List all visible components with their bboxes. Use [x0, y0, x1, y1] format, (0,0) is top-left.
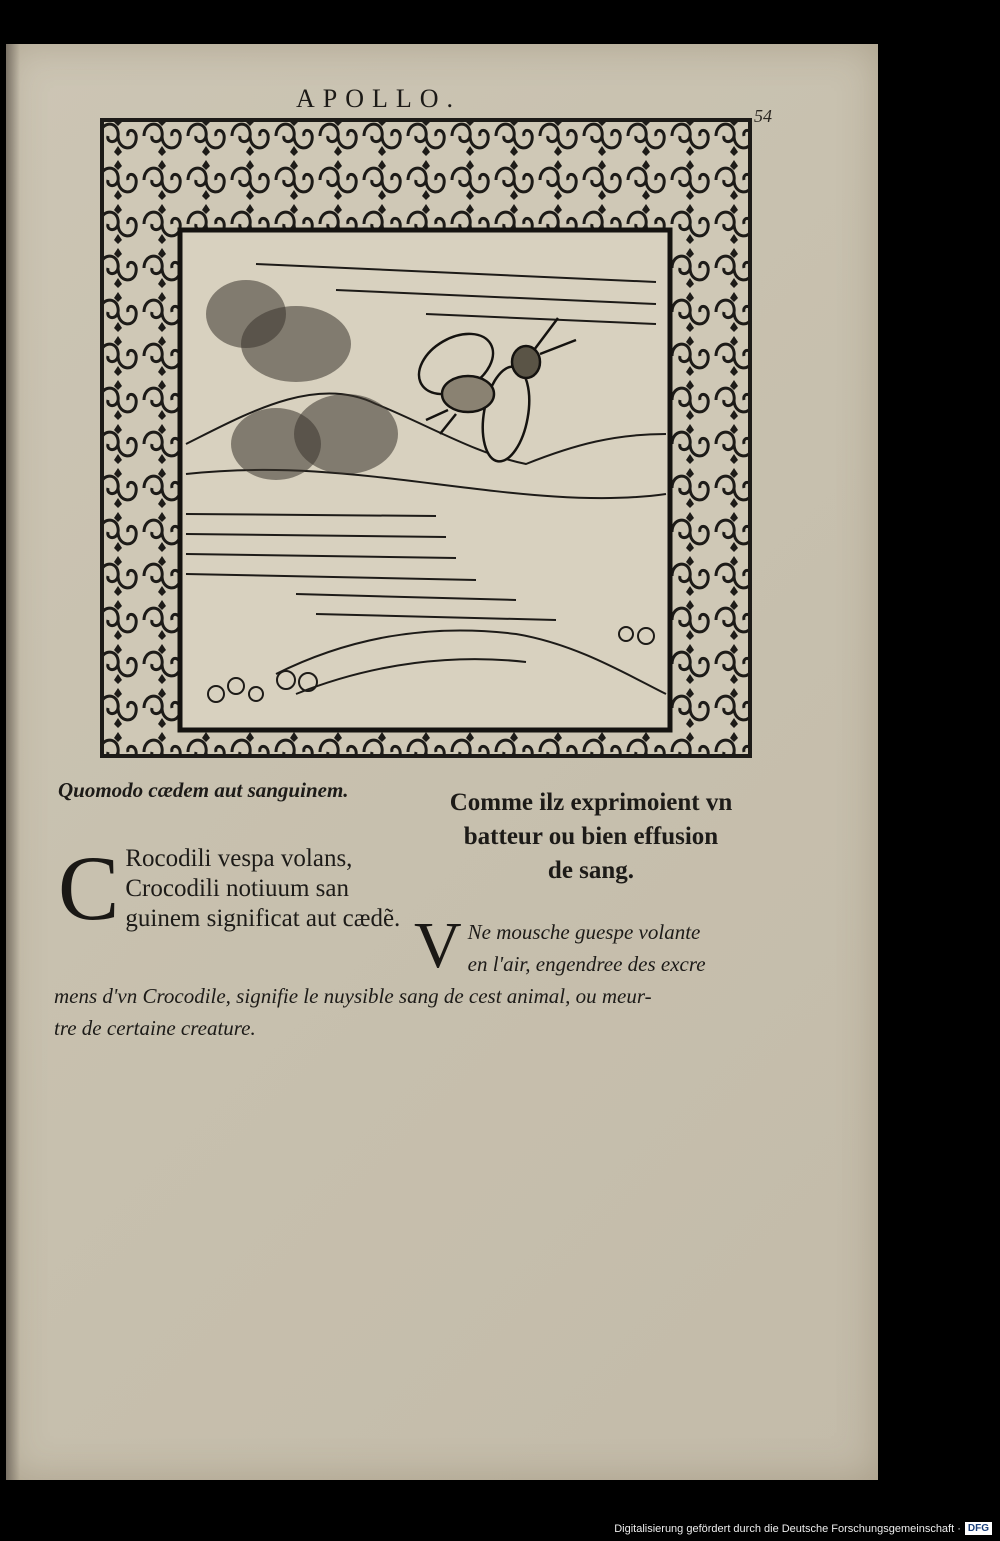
french-text-continuation: [54, 980, 764, 1044]
latin-text-line: guinem significat aut cædẽ.: [125, 905, 401, 932]
french-text-line: tre de certaine creature.: [54, 1016, 256, 1040]
running-head: APOLLO.: [296, 84, 462, 113]
latin-text-line: Crocodili notiuum san: [125, 875, 349, 902]
dfg-logo: DFG: [965, 1522, 992, 1535]
french-heading-line: batteur ou bien effusion: [463, 823, 719, 850]
latin-text-block: [58, 837, 408, 939]
book-page: [6, 44, 878, 1480]
page-edge-shadow: [6, 44, 20, 1480]
latin-text-line: Rocodili vespa volans,: [125, 845, 353, 872]
digitization-credit: [614, 1522, 992, 1535]
woodcut-emblem-illustration: [96, 114, 756, 764]
french-heading-line: Comme ilz exprimoient vn: [449, 789, 733, 816]
french-heading: [406, 786, 776, 888]
french-text-line: mens d'vn Crocodile, signifie le nuysible sang de cest animal, ou meur-: [54, 984, 652, 1008]
french-text-line: Ne mousche guespe volante: [467, 920, 701, 944]
french-text-line: en l'air, engendree des excre: [467, 952, 706, 976]
latin-caption: Quomodo cædem aut sanguinem.: [58, 778, 349, 802]
latin-drop-capital: C: [58, 837, 120, 939]
credit-text: Digitalisierung gefördert durch die Deutsche Forschungsgemeinschaft ·: [614, 1522, 961, 1535]
french-heading-line: de sang.: [547, 857, 635, 884]
french-text-opening: [414, 909, 764, 982]
french-drop-capital: V: [414, 909, 462, 982]
page-number: 54: [754, 106, 772, 126]
